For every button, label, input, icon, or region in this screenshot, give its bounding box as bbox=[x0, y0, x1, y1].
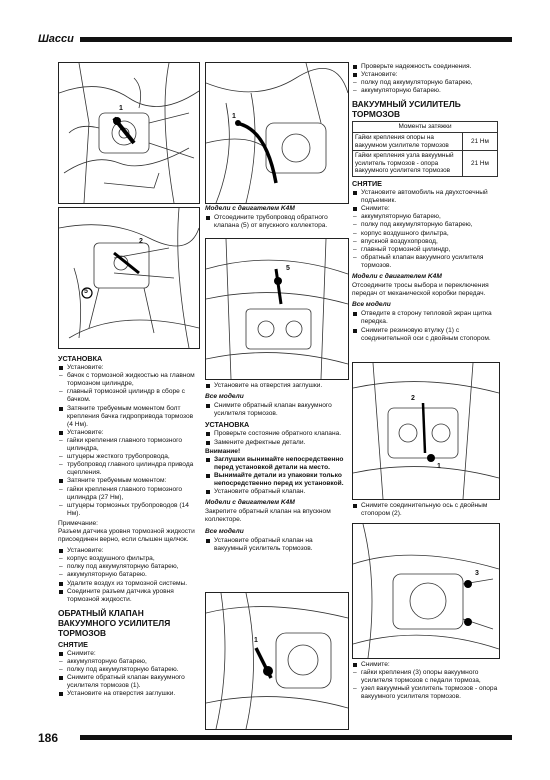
step: Установите обратный клапан на вакуумный усилитель тормозов. bbox=[205, 537, 347, 553]
figure-brake-lines bbox=[58, 207, 200, 349]
column-right-bottom bbox=[352, 661, 498, 701]
footer-rule bbox=[80, 735, 512, 740]
step: Снимите: bbox=[352, 661, 498, 669]
substep: – аккумуляторную батарею, bbox=[352, 213, 498, 221]
figure-connecting-axle bbox=[352, 362, 500, 500]
substep: – штуцеры тормозных трубопроводов (14 Нм). bbox=[58, 502, 198, 518]
section-title: Шасси bbox=[38, 33, 74, 45]
heading-installation: УСТАНОВКА bbox=[205, 420, 250, 430]
column-right-caption bbox=[352, 502, 498, 518]
paragraph: Отсоедините тросы выбора и переключения передач от механической коробки передач. bbox=[352, 282, 489, 298]
heading-k4m: Модели с двигателем K4M bbox=[205, 205, 295, 212]
figure-ref-3: 3 bbox=[475, 570, 479, 577]
substep: – полку под аккумуляторную батарею. bbox=[58, 666, 198, 674]
heading-removal: СНЯТИЕ bbox=[58, 639, 88, 649]
step: Снимите обратный клапан вакуумного усилителя тормозов. bbox=[205, 402, 347, 418]
step: Установите: bbox=[58, 547, 198, 555]
step: Соедините разъем датчика уровня тормозной жидкости. bbox=[58, 588, 198, 604]
substep: – впускной воздухопровод, bbox=[352, 238, 498, 246]
step: Затяните требуемым моментом: bbox=[58, 477, 198, 485]
heading-k4m: Модели с двигателем K4M bbox=[205, 499, 295, 507]
substep: – трубопровод главного цилиндра привода сцепления. bbox=[58, 461, 198, 477]
table-row bbox=[353, 151, 498, 177]
substep: – бачок с тормозной жидкостью на главном тормозном цилиндре, bbox=[58, 372, 198, 388]
figure-brake-master-cylinder-top bbox=[58, 62, 200, 204]
warning-item: Заглушки вынимайте непосредственно перед установкой детали на место. bbox=[205, 456, 347, 472]
substep: – главный тормозной цилиндр, bbox=[352, 246, 498, 254]
step: Снимите обратный клапан вакуумного усилителя тормозов (1). bbox=[58, 674, 198, 690]
substep: – полку под аккумуляторную батарею, bbox=[58, 563, 198, 571]
step: Установите на отверстия заглушки. bbox=[58, 690, 198, 698]
step: Установите: bbox=[58, 429, 198, 437]
warning-item: Вынимайте детали из упаковки только непосредственно перед их установкой. bbox=[205, 472, 347, 488]
figure-check-valve-removal bbox=[205, 62, 349, 204]
note-label: Примечание: bbox=[58, 519, 98, 527]
substep: – гайки крепления главного тормозного цилиндра (27 Нм), bbox=[58, 486, 198, 502]
substep: – полку под аккумуляторную батарею, bbox=[352, 221, 498, 229]
step: Удалите воздух из тормозной системы. bbox=[58, 580, 198, 588]
step: Установите: bbox=[352, 71, 498, 79]
table-cell-value: 21 Нм bbox=[463, 132, 498, 150]
heading-vacuum-booster: ВАКУУМНЫЙ УСИЛИТЕЛЬ ТОРМОЗОВ bbox=[352, 99, 461, 120]
substep: – главный тормозной цилиндр в сборе с бачком. bbox=[58, 388, 198, 404]
figure-ref-1: 1 bbox=[254, 637, 258, 644]
figure-ref-2: 2 bbox=[139, 238, 143, 245]
step: Установите обратный клапан. bbox=[205, 488, 347, 496]
header-rule bbox=[80, 37, 512, 42]
step: Снимите: bbox=[352, 205, 498, 213]
warning-label: Внимание! bbox=[205, 447, 241, 455]
page-number: 186 bbox=[38, 731, 59, 745]
step: Проверьте состояние обратного клапана. bbox=[205, 430, 347, 438]
figure-ref-1: 1 bbox=[437, 463, 441, 470]
heading-check-valve: ОБРАТНЫЙ КЛАПАН ВАКУУМНОГО УСИЛИТЕЛЯ ТОРМОЗОВ bbox=[58, 607, 171, 638]
step: Снимите: bbox=[58, 650, 198, 658]
figure-ref-1: 1 bbox=[232, 113, 236, 120]
figure-ref-5: 5 bbox=[84, 288, 88, 295]
step: Отведите в сторону тепловой экран щитка передка. bbox=[352, 310, 498, 326]
column-middle-lower bbox=[205, 382, 347, 553]
column-middle bbox=[205, 205, 347, 230]
substep: – гайки крепления главного тормозного цилиндра, bbox=[58, 437, 198, 453]
paragraph: Закрепите обратный клапан на впускном коллекторе. bbox=[205, 508, 331, 524]
table-cell-name: Гайки крепления опоры на вакуумном усилителе тормозов bbox=[353, 132, 463, 150]
note-text: Разъем датчика уровня тормозной жидкости присоединен верно, если слышен щелчок. bbox=[58, 527, 195, 544]
figure-intake-manifold bbox=[205, 238, 349, 380]
step: Замените дефектные детали. bbox=[205, 439, 347, 447]
substep: – аккумуляторную батарею. bbox=[58, 571, 198, 579]
substep: – полку под аккумуляторную батарею, bbox=[352, 79, 498, 87]
figure-ref-5: 5 bbox=[286, 265, 290, 272]
heading-removal: СНЯТИЕ bbox=[352, 178, 382, 188]
figure-ref-1: 1 bbox=[119, 105, 123, 112]
step: Установите: bbox=[58, 364, 198, 372]
substep: – гайки крепления (3) опоры вакуумного усилителя тормозов с педали тормоза, bbox=[352, 669, 498, 685]
table-cell-name: Гайки крепления узла вакуумный усилитель тормозов - опора вакуумного усилителя тормозов bbox=[353, 151, 463, 177]
step: Установите автомобиль на двухстоечный подъемник. bbox=[352, 189, 498, 205]
figure-ref-2: 2 bbox=[411, 395, 415, 402]
table-cell-value: 21 Нм bbox=[463, 151, 498, 177]
step: Снимите резиновую втулку (1) с соединительной оси с двойным стопором. bbox=[352, 327, 498, 343]
column-right bbox=[352, 63, 498, 343]
step: Отсоедините трубопровод обратного клапана (5) от впускного коллектора. bbox=[205, 214, 347, 230]
heading-all-models: Все модели bbox=[205, 527, 244, 535]
figure-valve-install bbox=[205, 592, 349, 730]
column-left bbox=[58, 352, 198, 698]
torque-table bbox=[352, 121, 498, 177]
substep: – корпус воздушного фильтра, bbox=[352, 230, 498, 238]
step: Затяните требуемым моментом болт крепления бачка гидропривода тормозов (4 Нм). bbox=[58, 405, 198, 429]
heading-k4m: Модели с двигателем K4M bbox=[352, 272, 442, 280]
heading-all-models: Все модели bbox=[352, 301, 391, 309]
substep: – узел вакуумный усилитель тормозов - опора вакуумного усилителя тормозов. bbox=[352, 685, 498, 701]
figure-booster-mount bbox=[352, 523, 500, 659]
heading-installation: УСТАНОВКА bbox=[58, 354, 103, 363]
substep: – корпус воздушного фильтра, bbox=[58, 555, 198, 563]
heading-all-models: Все модели bbox=[205, 393, 244, 401]
step: Проверьте надежность соединения. bbox=[352, 63, 498, 71]
substep: – аккумуляторную батарею. bbox=[352, 87, 498, 95]
step: Установите на отверстия заглушки. bbox=[205, 382, 347, 390]
table-row bbox=[353, 132, 498, 150]
table-caption: Моменты затяжки bbox=[353, 122, 498, 133]
substep: – аккумуляторную батарею, bbox=[58, 658, 198, 666]
substep: – обратный клапан вакуумного усилителя тормозов. bbox=[352, 254, 498, 270]
step: Снимите соединительную ось с двойным стопором (2). bbox=[352, 502, 498, 518]
substep: – штуцеры жесткого трубопровода, bbox=[58, 453, 198, 461]
